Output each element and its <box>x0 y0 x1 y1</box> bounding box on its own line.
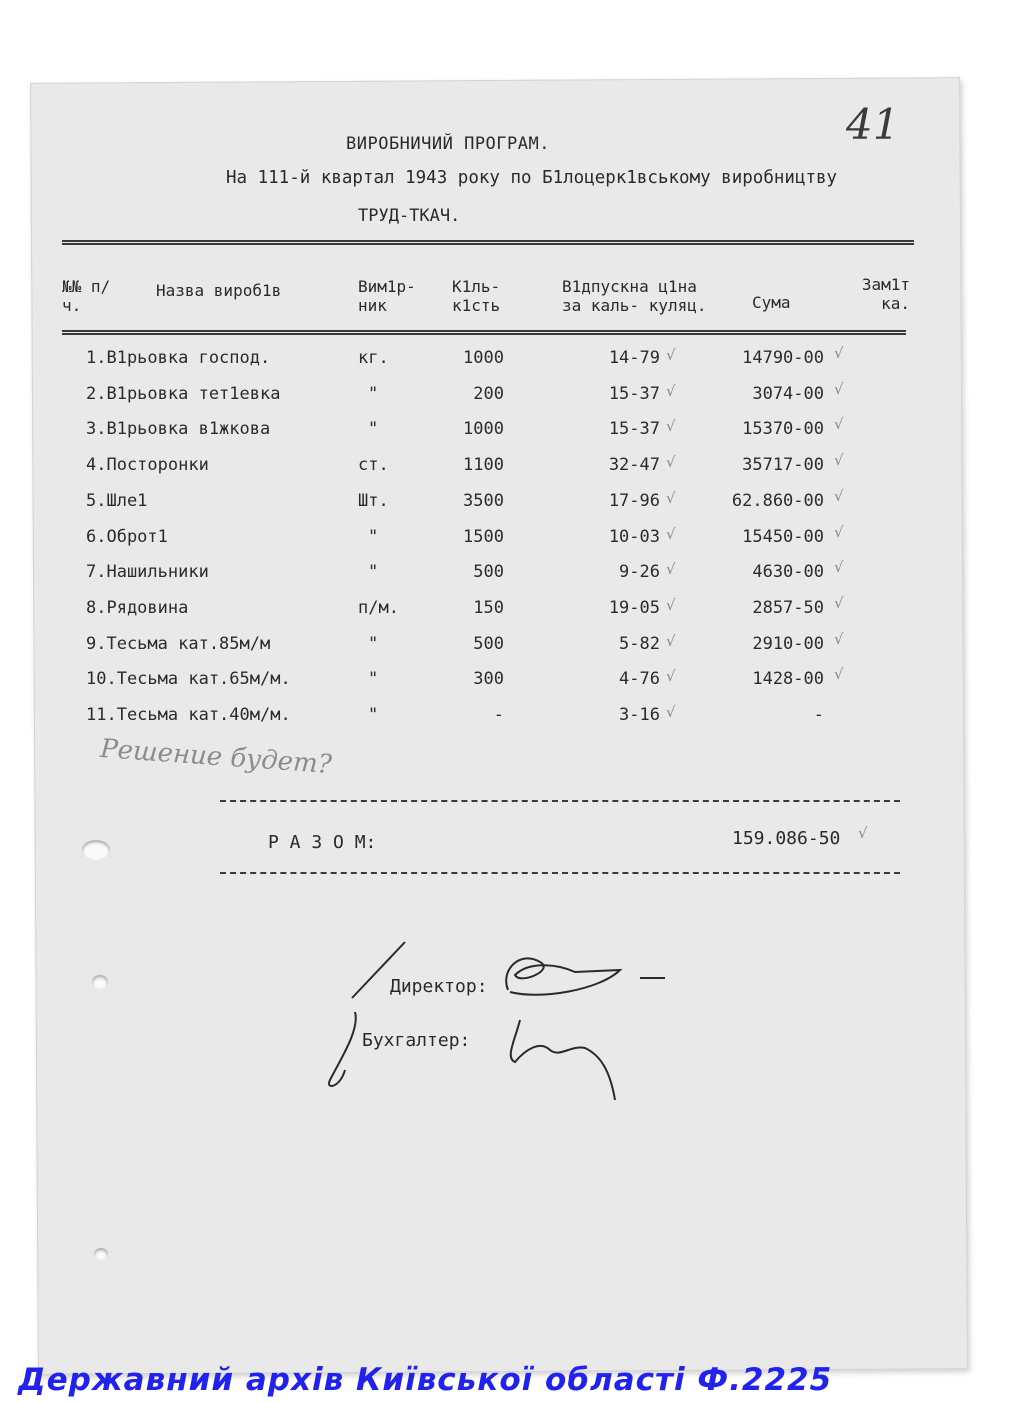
table-cell-qty: 200 <box>473 383 504 404</box>
pencil-note: Решение будет? <box>99 733 333 781</box>
column-header-num: №№ п/ч. <box>62 277 111 315</box>
table-cell-qty: 3500 <box>463 490 504 511</box>
check-mark-icon: √ <box>666 595 676 614</box>
archive-caption: Державний архів Київської області Ф.2225 <box>18 1362 833 1398</box>
table-cell-qty: 1100 <box>463 455 504 476</box>
table-cell-sum: - <box>813 705 824 725</box>
check-mark-icon: √ <box>666 560 676 579</box>
table-cell-sum: 15370-00 <box>742 419 824 440</box>
table-cell-qty: - <box>493 705 504 725</box>
table-cell-price: 3-16 <box>619 705 660 725</box>
table-cell-unit: " <box>368 705 379 725</box>
table-cell-sum: 4630-00 <box>752 562 824 583</box>
check-mark-icon: √ <box>834 593 844 612</box>
table-cell-sum: 2857-50 <box>752 597 824 618</box>
check-mark-icon: √ <box>666 453 676 472</box>
check-mark-icon: √ <box>858 824 868 842</box>
check-mark-icon: √ <box>666 346 676 364</box>
check-mark-icon: √ <box>834 344 844 362</box>
table-cell-price: 4-76 <box>619 669 660 690</box>
table-cell-qty: 1000 <box>463 419 504 440</box>
table-cell-name: 5.Шле1 <box>86 490 148 511</box>
table-cell-sum: 2910-00 <box>752 633 824 654</box>
column-header-qty: К1ль- к1сть <box>452 277 501 315</box>
signature-stroke <box>352 942 405 998</box>
document-subtitle: На 111-й квартал 1943 року по Б1лоцерк1вському виробництву <box>226 168 838 188</box>
table-cell-name: 10.Тесьма кат.65м/м. <box>86 669 291 690</box>
check-mark-icon: √ <box>834 451 844 470</box>
table-cell-sum: 14790-00 <box>742 348 824 368</box>
page-number: 41 <box>846 100 900 149</box>
check-mark-icon: √ <box>666 631 676 650</box>
table-cell-name: 7.Нашильники <box>86 562 209 583</box>
column-header-sum: Сума <box>752 293 791 312</box>
table-cell-price: 32-47 <box>608 455 660 476</box>
check-mark-icon: √ <box>666 381 676 400</box>
table-cell-unit: ст. <box>358 455 389 476</box>
table-cell-qty: 500 <box>473 562 504 583</box>
table-cell-sum: 35717-00 <box>742 455 824 476</box>
table-cell-price: 14-79 <box>608 348 660 368</box>
table-cell-sum: 15450-00 <box>742 526 824 547</box>
table-cell-unit: кг. <box>358 348 389 368</box>
table-cell-price: 15-37 <box>608 419 660 440</box>
table-cell-price: 5-82 <box>619 633 660 654</box>
check-mark-icon: √ <box>666 417 676 436</box>
table-cell-unit: " <box>368 383 379 404</box>
organization-name: ТРУД-ТКАЧ. <box>358 206 461 226</box>
table-cell-unit: Шт. <box>358 490 389 511</box>
table-cell-qty: 500 <box>473 633 504 654</box>
table-cell-qty: 150 <box>473 597 504 618</box>
table-cell-price: 15-37 <box>608 383 660 404</box>
check-mark-icon: √ <box>666 488 676 507</box>
accountant-label: Бухгалтер: <box>362 1030 471 1051</box>
document-title: ВИРОБНИЧИЙ ПРОГРАМ. <box>346 134 550 154</box>
table-cell-price: 17-96 <box>608 490 660 511</box>
table-cell-unit: п/м. <box>358 597 399 618</box>
total-label: Р А З О М: <box>268 832 377 853</box>
column-header-note: Зам1т ка. <box>861 275 910 313</box>
director-label: Директор: <box>390 976 488 997</box>
table-cell-unit: " <box>368 419 379 440</box>
total-value: 159.086-50 <box>732 828 841 849</box>
check-mark-icon: √ <box>834 379 844 398</box>
table-cell-price: 10-03 <box>608 526 660 547</box>
table-cell-qty: 1500 <box>463 526 504 547</box>
table-cell-price: 9-26 <box>619 562 660 583</box>
check-mark-icon: √ <box>834 486 844 505</box>
check-mark-icon: √ <box>834 522 844 541</box>
check-mark-icon: √ <box>666 667 676 686</box>
director-signature-icon <box>506 958 665 994</box>
signature-stroke <box>329 1012 356 1086</box>
table-cell-qty: 1000 <box>463 348 504 368</box>
column-header-unit: Вим1р- ник <box>358 277 416 315</box>
table-cell-name: 11.Тесьма кат.40м/м. <box>86 705 291 725</box>
table-cell-name: 4.Посторонки <box>86 455 209 476</box>
accountant-signature-icon <box>511 1020 615 1100</box>
table-cell-unit: " <box>368 633 379 654</box>
table-cell-unit: " <box>368 526 379 547</box>
table-cell-name: 3.В1рьовка в1жкова <box>86 419 271 440</box>
table-cell-name: 6.Оброт1 <box>86 526 168 547</box>
table-cell-name: 1.В1рьовка господ. <box>86 348 271 368</box>
check-mark-icon: √ <box>666 703 676 721</box>
table-cell-name: 9.Тесьма кат.85м/м <box>86 633 271 654</box>
table-cell-unit: " <box>368 669 379 690</box>
table-cell-sum: 3074-00 <box>752 383 824 404</box>
check-mark-icon: √ <box>666 524 676 543</box>
check-mark-icon: √ <box>834 415 844 434</box>
table-cell-name: 2.В1рьовка тет1евка <box>86 383 281 404</box>
column-header-name: Назва вироб1в <box>156 281 282 300</box>
table-cell-sum: 62.860-00 <box>731 490 824 511</box>
table-cell-name: 8.Рядовина <box>86 597 189 618</box>
column-header-price: В1дпускна ц1на за каль- куляц. <box>562 277 707 315</box>
check-mark-icon: √ <box>834 629 844 648</box>
table-cell-qty: 300 <box>473 669 504 690</box>
table-cell-sum: 1428-00 <box>752 669 824 690</box>
check-mark-icon: √ <box>834 665 844 684</box>
table-cell-price: 19-05 <box>608 597 660 618</box>
table-cell-unit: " <box>368 562 379 583</box>
check-mark-icon: √ <box>834 558 844 577</box>
